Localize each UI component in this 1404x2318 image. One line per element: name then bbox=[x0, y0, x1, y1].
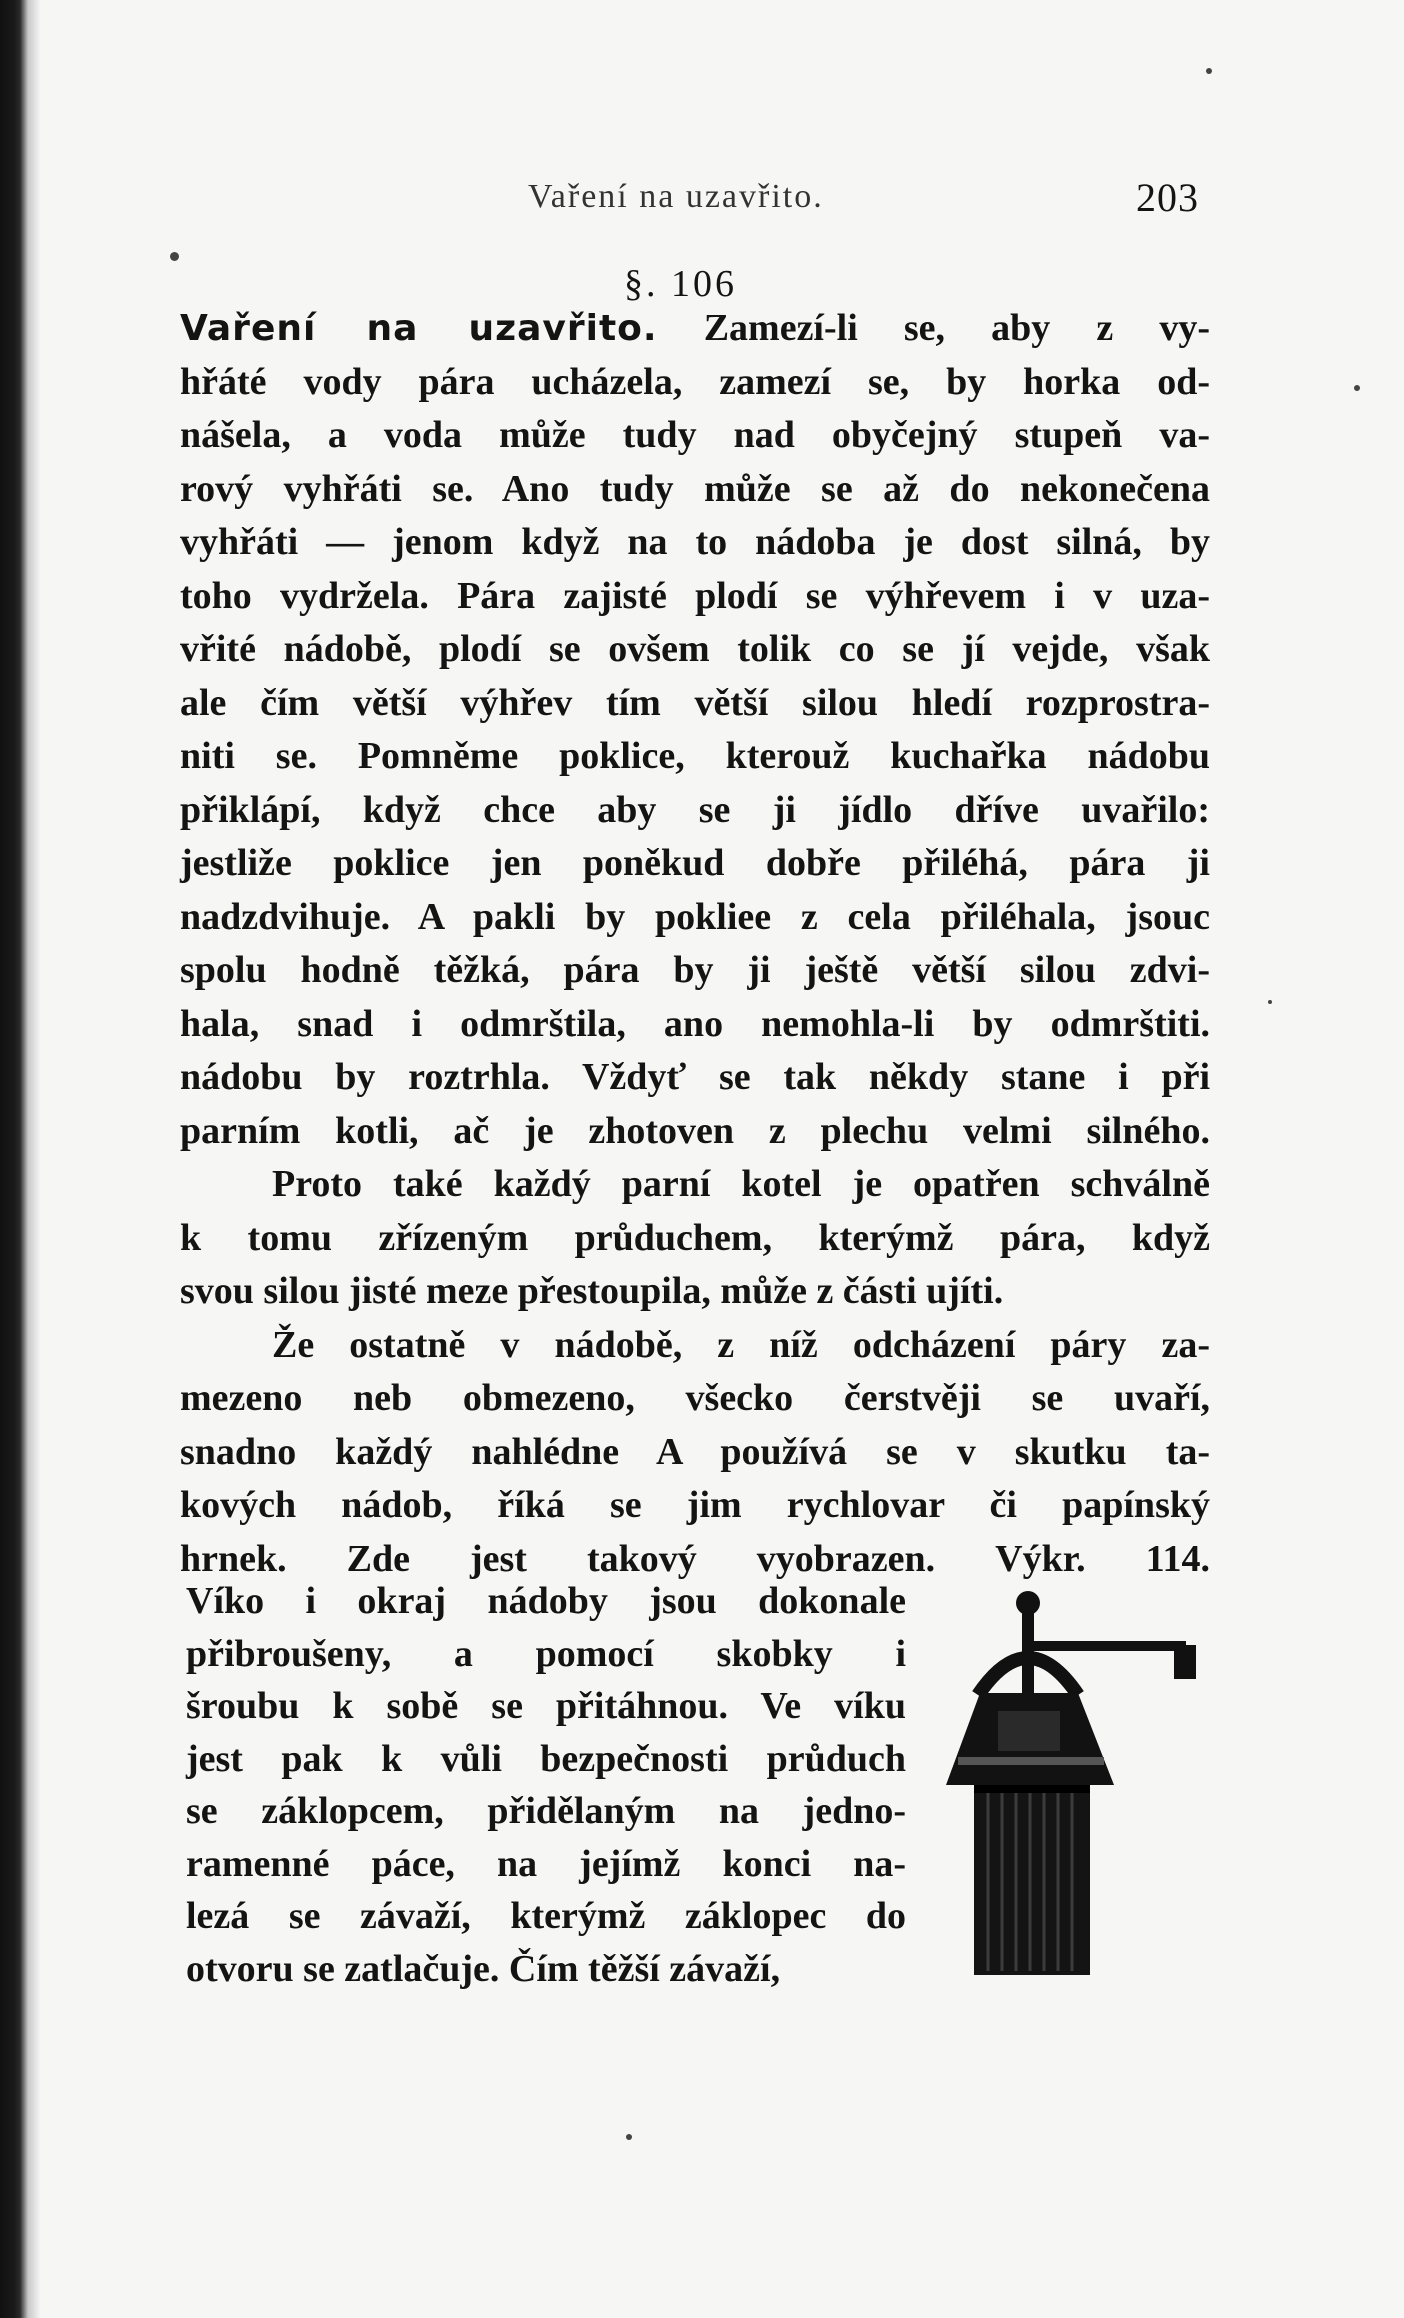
text-line: niti se. Pomněme poklice, kterouž kuchařka nádobu bbox=[180, 735, 1210, 777]
text-line: nadzdvihuje. A pakli by pokliee z cela přiléhala, jsouc bbox=[180, 895, 1210, 938]
speck bbox=[1268, 1000, 1272, 1004]
speck bbox=[1354, 385, 1360, 391]
text-line: se záklopcem, přidělaným na jedno- bbox=[186, 1790, 906, 1832]
text-line: parním kotli, ač je zhotoven z plechu velmi silného. bbox=[180, 1109, 1210, 1152]
speck bbox=[1206, 68, 1212, 74]
text-line: nášela, a voda může tudy nad obyčejný stupeň va- bbox=[180, 414, 1210, 456]
text-line: vyhřáti — jenom když na to nádoba je dost silná, by bbox=[180, 521, 1210, 563]
text-line: přiklápí, když chce aby se ji jídlo dříve uvařilo: bbox=[180, 788, 1210, 831]
text-line: lezá se závaží, kterýmž záklopec do bbox=[186, 1895, 906, 1937]
text-line: otvoru se zatlačuje. Čím těžší závaží, bbox=[186, 1947, 781, 1990]
figure-caption: Výkr. 114. bbox=[995, 1537, 1210, 1580]
text-line: snadno každý nahlédne A používá se v skutku ta- bbox=[180, 1430, 1210, 1473]
text-line: hala, snad i odmrštila, ano nemohla-li by odmrštiti. bbox=[180, 1002, 1210, 1045]
running-head bbox=[0, 175, 1404, 222]
section-number: §. 106 bbox=[624, 263, 737, 305]
text-line: Vaření na uzavřito. Zamezí-li se, aby z vy- bbox=[180, 307, 1210, 349]
text-line: šroubu k sobě se přitáhnou. Ve víku bbox=[186, 1685, 906, 1727]
text-fragment: hrnek. Zde jest takový vyobrazen. bbox=[180, 1537, 936, 1580]
running-head-title: Vaření na uzavřito. bbox=[528, 178, 824, 215]
page-number: 203 bbox=[1136, 175, 1199, 220]
speck bbox=[170, 252, 179, 261]
papin-pot-illustration-icon bbox=[938, 1585, 1208, 1985]
speck bbox=[626, 2134, 632, 2140]
text-line: Víko i okraj nádoby jsou dokonale bbox=[186, 1580, 906, 1622]
paragraph-lead: Vaření na uzavřito. bbox=[180, 308, 658, 349]
text-line: k tomu zřízeným průduchem, kterýmž pára, když bbox=[180, 1216, 1210, 1259]
text-line: mezeno neb obmezeno, všecko čerstvěji se uvaří, bbox=[180, 1377, 1210, 1419]
text-line: Proto také každý parní kotel je opatřen schválně bbox=[272, 1163, 1210, 1205]
text-line: jestliže poklice jen poněkud dobře přiléhá, pára ji bbox=[180, 842, 1210, 884]
text-line: ale čím větší výhřev tím větší silou hledí rozprostra- bbox=[180, 681, 1210, 724]
wrapped-text-beside-figure bbox=[186, 1575, 906, 1995]
text-line: jest pak k vůli bezpečnosti průduch bbox=[186, 1737, 906, 1780]
text-line: nádobu by roztrhla. Vždyť se tak někdy stane i při bbox=[180, 1056, 1210, 1098]
text-line: rový vyhřáti se. Ano tudy může se až do nekonečena bbox=[180, 467, 1210, 510]
text-line: přibroušeny, a pomocí skobky i bbox=[186, 1632, 906, 1675]
text-line: Že ostatně v nádobě, z níž odcházení páry za- bbox=[272, 1323, 1210, 1366]
scan-binding-edge bbox=[0, 0, 40, 2318]
text-line: hřáté vody pára ucházela, zamezí se, by horka od- bbox=[180, 360, 1210, 403]
main-text bbox=[180, 302, 1210, 1586]
text-line: toho vydržela. Pára zajisté plodí se výhřevem i v uza- bbox=[180, 574, 1210, 617]
papin-pot-figure bbox=[938, 1585, 1208, 1985]
text-line: ramenné páce, na jejímž konci na- bbox=[186, 1842, 906, 1885]
text-line: spolu hodně těžká, pára by ji ještě větší silou zdvi- bbox=[180, 949, 1210, 991]
text-line: vřité nádobě, plodí se ovšem tolik co se jí vejde, však bbox=[180, 628, 1210, 670]
text-line: svou silou jisté meze přestoupila, může z části ujíti. bbox=[180, 1270, 1004, 1312]
text-line: kových nádob, říká se jim rychlovar či papínský bbox=[180, 1484, 1210, 1526]
